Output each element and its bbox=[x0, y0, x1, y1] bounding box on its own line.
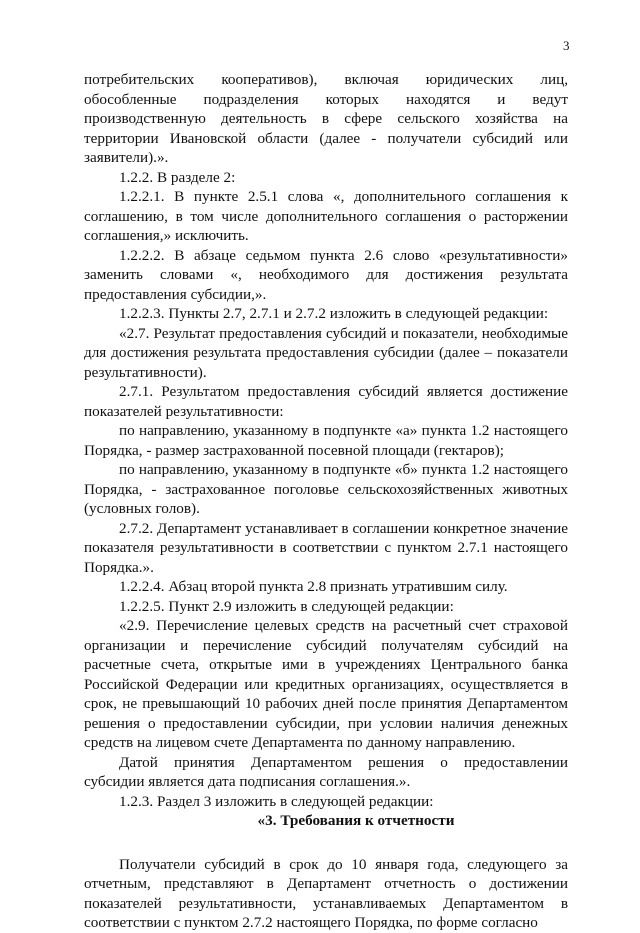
paragraph: «2.7. Результат предоставления субсидий и показатели, необходимые для достижения результата предоставления субсидии (далее – показатели результативности). bbox=[84, 324, 568, 381]
document-body bbox=[84, 70, 568, 933]
paragraph: 1.2.3. Раздел 3 изложить в следующей редакции: bbox=[119, 792, 434, 810]
heading-spacer bbox=[84, 831, 568, 855]
paragraph: Датой принятия Департаментом решения о предоставлении субсидии является дата подписания соглашения.». bbox=[84, 753, 568, 790]
paragraph: по направлению, указанному в подпункте «б» пункта 1.2 настоящего Порядка, - застрахованное поголовье сельскохозяйственных животных (условных голов). bbox=[84, 461, 568, 517]
paragraph: потребительских кооперативов), включая юридических лиц, обособленные подразделения которых находятся и ведут производственную деятельность в сфере сельского хозяйства на территории Ивановской области (далее - получатели субсидий или заявители).». bbox=[84, 71, 568, 166]
section-heading: «3. Требования к отчетности bbox=[257, 812, 455, 829]
paragraph: 1.2.2.3. Пункты 2.7, 2.7.1 и 2.7.2 изложить в следующей редакции: bbox=[119, 305, 549, 322]
paragraph: 1.2.2.2. В абзаце седьмом пункта 2.6 слово «результативности» заменить словами «, необходимого для достижения результата предоставления субсидии,». bbox=[84, 246, 568, 303]
page-number: 3 bbox=[563, 38, 570, 53]
paragraph: «2.9. Перечисление целевых средств на расчетный счет страховой организации и перечисление субсидий получателям субсидий на расчетные счета, открытые ими в учреждениях Центрального банка Российской Федерации или кредитных организациях, осуществляется в срок, не превышающий 10 рабочих дней после принятия Департаментом решения о предоставлении субсидии, при условии наличия денежных средств на лицевом счете Департамента по данному направлению. bbox=[84, 617, 568, 751]
paragraph: 2.7.2. Департамент устанавливает в соглашении конкретное значение показателя результативности в соответствии с пунктом 2.7.1 настоящего Порядка.». bbox=[84, 519, 568, 576]
paragraphs-after-heading bbox=[84, 855, 568, 933]
paragraph: Получатели субсидий в срок до 10 января года, следующего за отчетным, представляют в Департамент отчетность о достижении показателей результативности, устанавливаемых Департаментом в соответствии с пунктом 2.7.2 настоящего Порядка, по форме согласно bbox=[84, 855, 568, 931]
paragraph: 1.2.2. В разделе 2: bbox=[119, 168, 236, 186]
paragraph: 2.7.1. Результатом предоставления субсидий является достижение показателей результативности: bbox=[84, 383, 568, 420]
paragraph: 1.2.2.4. Абзац второй пункта 2.8 признать утратившим силу. bbox=[119, 578, 508, 595]
paragraph: 1.2.2.1. В пункте 2.5.1 слова «, дополнительного соглашения к соглашению, в том числе дополнительного соглашения о расторжении соглашения,» исключить. bbox=[84, 188, 568, 244]
paragraphs-before-heading bbox=[84, 70, 568, 811]
paragraph: 1.2.2.5. Пункт 2.9 изложить в следующей редакции: bbox=[119, 597, 454, 615]
paragraph: по направлению, указанному в подпункте «а» пункта 1.2 настоящего Порядка, - размер застрахованной посевной площади (гектаров); bbox=[84, 422, 568, 459]
